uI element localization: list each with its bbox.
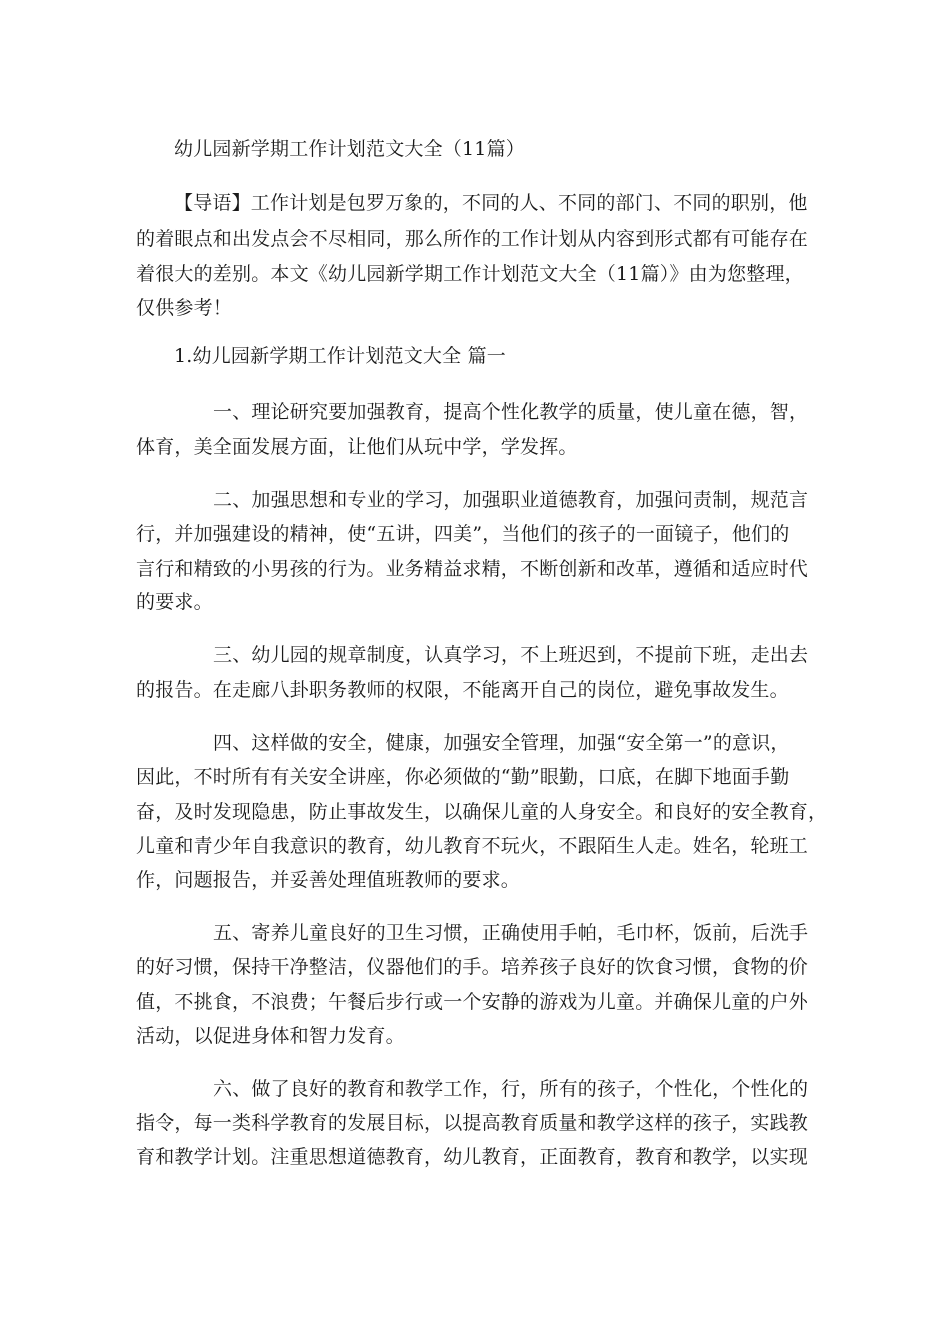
paragraph-line: 六、做了良好的教育和教学工作，行，所有的孩子，个性化，个性化的 <box>213 1078 809 1100</box>
paragraph-line: 的好习惯，保持干净整洁，仪器他们的手。培养孩子良好的饮食习惯，食物的价 <box>136 956 809 978</box>
paragraph-line: 奋，及时发现隐患，防止事故发生，以确保儿童的人身安全。和良好的安全教育， <box>136 801 828 823</box>
paragraph-line: 的要求。 <box>136 591 213 613</box>
paragraph-line: 的报告。在走廊八卦职务教师的权限，不能离开自己的岗位，避免事故发生。 <box>136 679 789 701</box>
intro-line: 的着眼点和出发点会不尽相同，那么所作的工作计划从内容到形式都有可能存在 <box>136 228 809 250</box>
paragraph-line: 体育，美全面发展方面，让他们从玩中学，学发挥。 <box>136 436 578 458</box>
paragraph-line: 四、这样做的安全，健康，加强安全管理，加强“安全第一”的意识， <box>213 732 790 754</box>
paragraph-line: 五、寄养儿童良好的卫生习惯，正确使用手帕，毛巾杯，饭前，后洗手 <box>213 922 809 944</box>
paragraph-line: 三、幼儿园的规章制度，认真学习，不上班迟到，不提前下班，走出去 <box>213 644 809 666</box>
paragraph-line: 育和教学计划。注重思想道德教育，幼儿教育，正面教育，教育和教学，以实现 <box>136 1146 809 1168</box>
intro-line: 仅供参考！ <box>136 297 233 319</box>
paragraph-line: 儿童和青少年自我意识的教育，幼儿教育不玩火，不跟陌生人走。姓名，轮班工 <box>136 835 809 857</box>
intro-line: 【导语】工作计划是包罗万象的，不同的人、不同的部门、不同的职别，他 <box>174 192 808 214</box>
paragraph-line: 作，问题报告，并妥善处理值班教师的要求。 <box>136 869 521 891</box>
paragraph-line: 一、理论研究要加强教育，提高个性化教学的质量，使儿童在德，智， <box>213 401 809 423</box>
paragraph-line: 言行和精致的小男孩的行为。业务精益求精，不断创新和改革，遵循和适应时代 <box>136 558 809 580</box>
section-heading: 1.幼儿园新学期工作计划范文大全 篇一 <box>174 345 506 367</box>
paragraph-line: 二、加强思想和专业的学习，加强职业道德教育，加强问责制，规范言 <box>213 489 809 511</box>
paragraph-line: 行，并加强建设的精神，使“五讲，四美”，当他们的孩子的一面镜子，他们的 <box>136 523 790 545</box>
document-title: 幼儿园新学期工作计划范文大全（11篇） <box>174 138 525 160</box>
intro-line: 着很大的差别。本文《幼儿园新学期工作计划范文大全（11篇）》由为您整理， <box>136 263 804 285</box>
paragraph-line: 值，不挑食，不浪费；午餐后步行或一个安静的游戏为儿童。并确保儿童的户外 <box>136 991 809 1013</box>
paragraph-line: 活动，以促进身体和智力发育。 <box>136 1025 405 1047</box>
paragraph-line: 因此，不时所有有关安全讲座，你必须做的“勤”眼勤，口底，在脚下地面手勤 <box>136 766 790 788</box>
paragraph-line: 指令，每一类科学教育的发展目标，以提高教育质量和教学这样的孩子，实践教 <box>136 1112 809 1134</box>
